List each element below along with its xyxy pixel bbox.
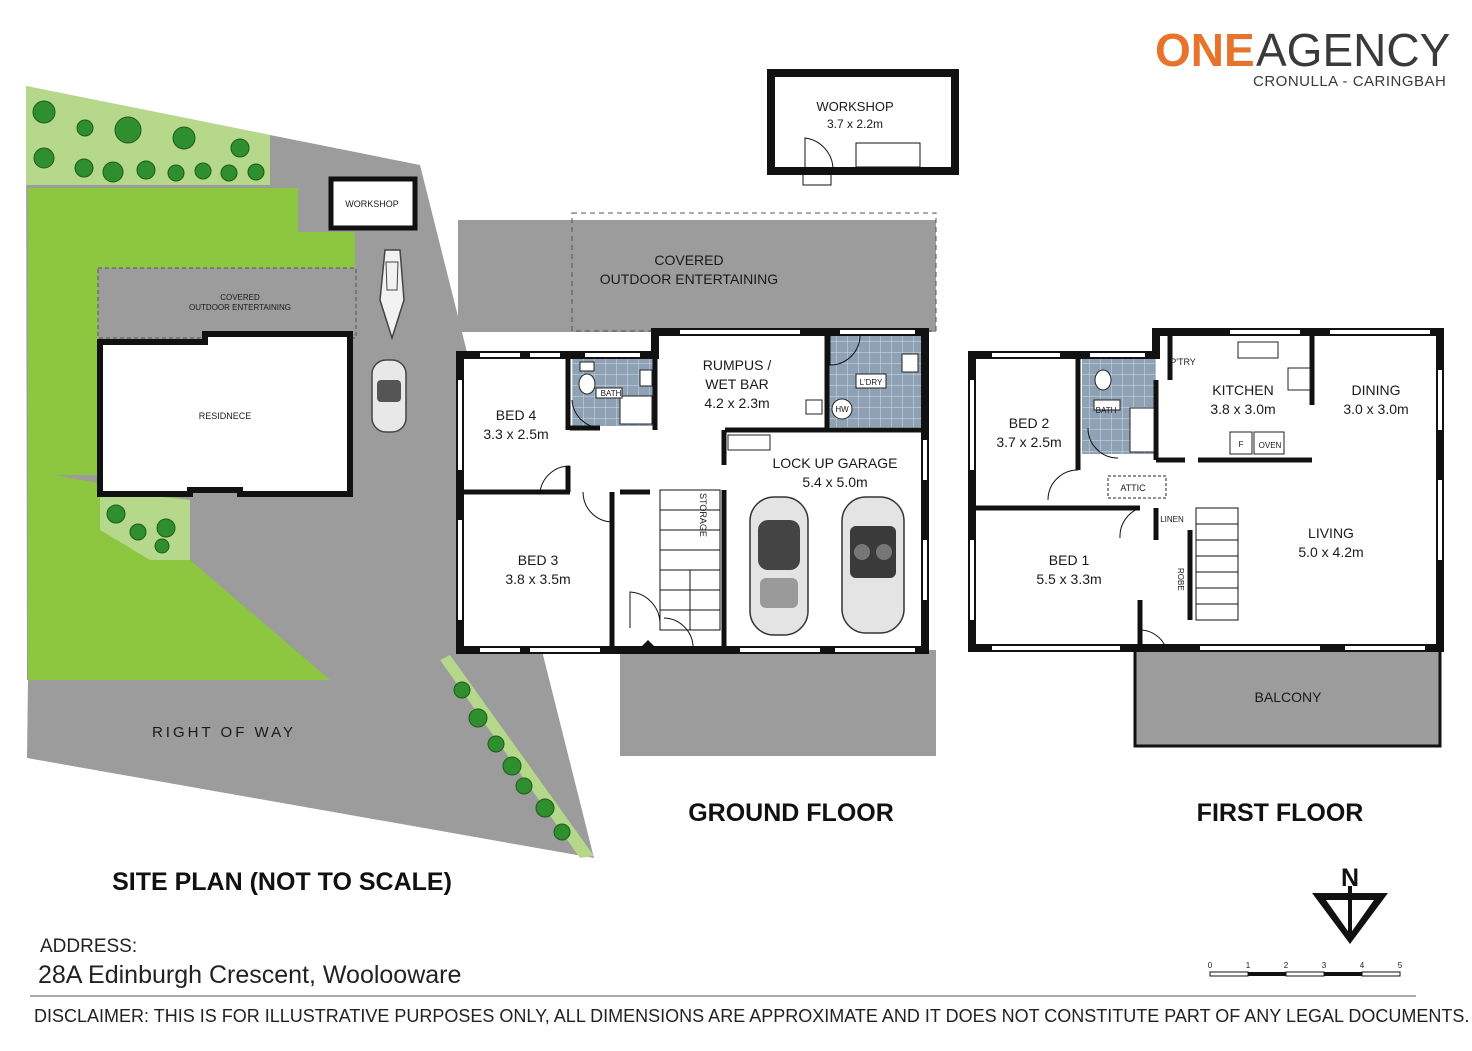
ff-linen-label: LINEN	[1160, 515, 1184, 524]
site-covered-line2: OUTDOOR ENTERTAINING	[189, 303, 291, 312]
workshop-size: 3.7 x 2.2m	[826, 117, 884, 131]
garage-car-icon-left	[750, 497, 808, 635]
scale-tick-4: 4	[1359, 961, 1365, 970]
logo-location: CRONULLA - CARINGBAH	[1253, 73, 1447, 90]
site-plan-heading: SITE PLAN (NOT TO SCALE)	[112, 868, 452, 896]
scale-tick-2: 2	[1283, 961, 1289, 970]
gf-garage-size: 5.4 x 5.0m	[802, 474, 868, 490]
gf-porch	[620, 650, 936, 756]
workshop-name: WORKSHOP	[816, 99, 894, 114]
site-covered-line1: COVERED	[220, 293, 260, 302]
first-floor-plan	[972, 332, 1440, 827]
ff-robe-label: ROBE	[1176, 568, 1185, 591]
ff-pantry-label: P'TRY	[1170, 357, 1196, 367]
ff-oven-label: OVEN	[1258, 441, 1282, 450]
gf-storage-label: STORAGE	[698, 493, 708, 537]
gf-bed3-name: BED 3	[517, 552, 559, 568]
gf-covered-line1: COVERED	[654, 252, 724, 268]
north-arrow-icon	[1312, 864, 1388, 944]
gf-rumpus-size: 4.2 x 2.3m	[704, 395, 770, 411]
car-icon	[372, 360, 406, 432]
gf-laundry-label: L'DRY	[859, 378, 883, 387]
gf-bed4-name: BED 4	[495, 407, 537, 423]
ff-dining-size: 3.0 x 3.0m	[1343, 401, 1409, 417]
scale-tick-0: 0	[1207, 961, 1213, 970]
logo-agency-text: AGENCY	[1256, 24, 1451, 76]
scale-tick-5: 5	[1397, 961, 1403, 970]
agency-logo	[1155, 24, 1450, 90]
ff-bed1-size: 5.5 x 3.3m	[1036, 571, 1102, 587]
gf-rumpus-line1: RUMPUS /	[702, 357, 772, 373]
ff-kitchen-name: KITCHEN	[1212, 382, 1274, 398]
workshop-detail	[771, 73, 955, 185]
ff-fridge-label: F	[1238, 440, 1244, 449]
scale-tick-3: 3	[1321, 961, 1327, 970]
first-floor-heading: FIRST FLOOR	[1196, 799, 1364, 827]
ff-living-name: LIVING	[1308, 525, 1354, 541]
ff-balcony-label: BALCONY	[1254, 689, 1322, 705]
disclaimer-text: DISCLAIMER: THIS IS FOR ILLUSTRATIVE PURPOSES ONLY, ALL DIMENSIONS ARE APPROXIMATE AND IT DOES NOT CONSTITUTE PART OF ANY LEGAL DOCUMENTS.	[34, 1006, 1470, 1026]
gf-hw-label: HW	[835, 405, 849, 414]
ff-attic-label: ATTIC	[1120, 483, 1146, 493]
ff-bed1-name: BED 1	[1048, 552, 1090, 568]
ground-floor-heading: GROUND FLOOR	[688, 799, 894, 827]
gf-garage-name: LOCK UP GARAGE	[772, 455, 898, 471]
gf-rumpus-line2: WET BAR	[705, 376, 769, 392]
gf-bath-label: BATH	[600, 389, 622, 398]
gf-bed4-size: 3.3 x 2.5m	[483, 426, 549, 442]
garage-car-icon-right	[842, 497, 904, 633]
gf-covered-line2: OUTDOOR ENTERTAINING	[599, 271, 779, 287]
ff-kitchen-size: 3.8 x 3.0m	[1210, 401, 1276, 417]
ff-bed2-name: BED 2	[1008, 415, 1050, 431]
site-residence-label: RESIDNECE	[198, 411, 252, 421]
site-workshop-label: WORKSHOP	[345, 199, 399, 209]
ff-living-size: 5.0 x 4.2m	[1298, 544, 1364, 560]
gf-bed3-size: 3.8 x 3.5m	[505, 571, 571, 587]
right-of-way-label: RIGHT OF WAY	[151, 724, 297, 741]
scale-tick-1: 1	[1245, 961, 1251, 970]
address-value: 28A Edinburgh Crescent, Woolooware	[38, 961, 462, 989]
ff-bath-label: BATH	[1095, 406, 1117, 415]
address-label: ADDRESS:	[40, 936, 138, 957]
ff-dining-name: DINING	[1351, 382, 1401, 398]
scale-bar	[1208, 961, 1403, 976]
ff-bed2-size: 3.7 x 2.5m	[996, 434, 1062, 450]
logo-one-text: ONE	[1155, 24, 1255, 76]
north-label: N	[1340, 864, 1360, 892]
